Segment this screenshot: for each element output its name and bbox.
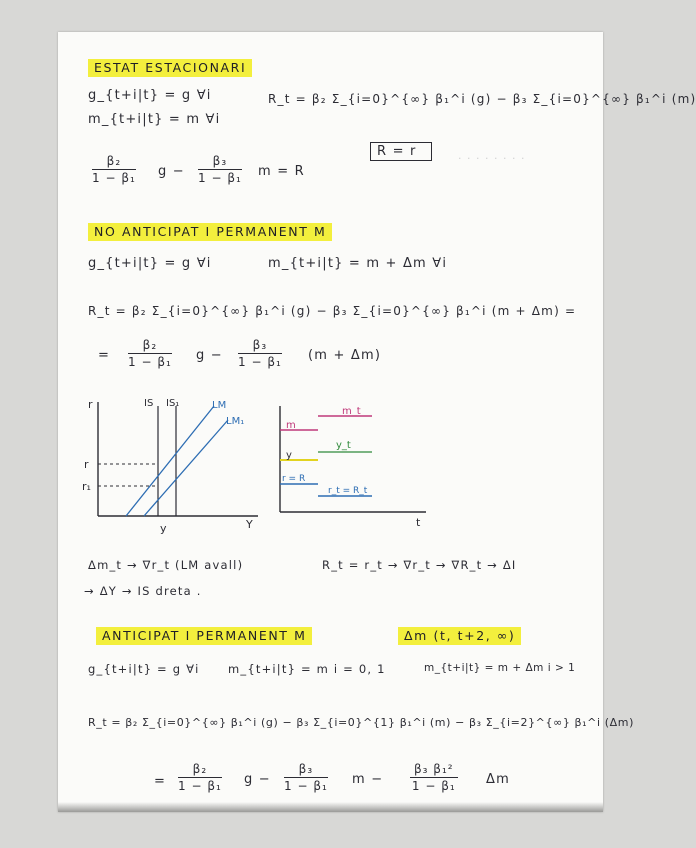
notebook-page <box>58 32 696 812</box>
s3-mid-3: Δm <box>486 772 510 787</box>
s2-fraction-1: β₂ 1 − β₁ <box>128 338 172 369</box>
bleed-through-text: · · · · · · · · <box>458 152 526 165</box>
yt-label: y_t <box>336 440 351 451</box>
s2-mid-1: g − <box>196 348 223 363</box>
y-level-label: y <box>160 522 167 535</box>
axis-t-label: t <box>416 516 421 529</box>
s2-equals: = <box>98 348 111 363</box>
m-label: m <box>286 420 296 431</box>
axis-r-label: r <box>88 398 93 411</box>
s2-g-expectation: g_{t+i|t} = g ∀i <box>88 256 212 271</box>
s3-m-expectation-2: m_{t+i|t} = m + Δm i > 1 <box>424 662 576 674</box>
rt-equals-Rt-label: r_t = R_t <box>328 486 368 496</box>
r1-level-label: r₁ <box>82 480 91 493</box>
section-title-anticipat: ANTICIPAT I PERMANENT M <box>96 628 312 643</box>
s3-fraction-1: β₂ 1 − β₁ <box>178 762 222 793</box>
time-path-graph <box>276 402 436 538</box>
s1-mid-1: g − <box>158 164 185 179</box>
r-equals-R-label: r = R <box>282 474 306 484</box>
section-3-delta-m: Δm (t, t+2, ∞) <box>398 628 521 643</box>
is-label: IS <box>144 398 154 409</box>
s2-explanation-3: → ΔY → IS dreta . <box>84 584 202 598</box>
s1-m-expectation: m_{t+i|t} = m ∀i <box>88 112 221 127</box>
s1-g-expectation: g_{t+i|t} = g ∀i <box>88 88 212 103</box>
s3-fraction-2: β₃ 1 − β₁ <box>284 762 328 793</box>
mt-label: m_t <box>342 406 361 417</box>
s3-mid-2: m − <box>352 772 384 787</box>
s2-explanation-2: R_t = r_t → ∇r_t → ∇R_t → ΔI <box>322 558 517 572</box>
s2-rt-equation: R_t = β₂ Σ_{i=0}^{∞} β₁^i (g) − β₃ Σ_{i=0}^{∞} β₁^i (m + Δm) = <box>88 304 577 318</box>
axis-y-label: Y <box>246 518 253 531</box>
s3-rt-equation: R_t = β₂ Σ_{i=0}^{∞} β₁^i (g) − β₃ Σ_{i=0}^{1} β₁^i (m) − β₃ Σ_{i=2}^{∞} β₁^i (Δm) <box>88 716 634 729</box>
s1-fraction-2: β₃ 1 − β₁ <box>198 154 242 185</box>
r-level-label: r <box>84 458 89 471</box>
s3-g-expectation: g_{t+i|t} = g ∀i <box>88 662 200 676</box>
s3-fraction-3: β₃ β₁² 1 − β₁ <box>411 762 456 793</box>
s1-mid-2: m = R <box>258 164 305 179</box>
s3-mid-1: g − <box>244 772 271 787</box>
section-title-estat-estacionari: ESTAT ESTACIONARI <box>88 60 252 75</box>
s3-equals: = <box>154 774 167 789</box>
s1-boxed-result: R = r <box>370 144 432 159</box>
s1-fraction-1: β₂ 1 − β₁ <box>92 154 136 185</box>
lm1-label: LM₁ <box>226 416 245 427</box>
s2-explanation-1: Δm_t → ∇r_t (LM avall) <box>88 558 244 572</box>
s1-rt-equation: R_t = β₂ Σ_{i=0}^{∞} β₁^i (g) − β₃ Σ_{i=0}^{∞} β₁^i (m) <box>268 92 696 106</box>
s2-fraction-2: β₃ 1 − β₁ <box>238 338 282 369</box>
is-lm-graph <box>82 398 266 538</box>
lm-label: LM <box>212 400 227 411</box>
section-title-no-anticipat: NO ANTICIPAT I PERMANENT M <box>88 224 332 239</box>
s2-m-expectation: m_{t+i|t} = m + Δm ∀i <box>268 256 448 271</box>
y-path-label: y <box>286 450 292 461</box>
page-bottom-edge <box>58 802 603 812</box>
s2-mid-2: (m + Δm) <box>308 348 382 363</box>
s3-m-expectation-1: m_{t+i|t} = m i = 0, 1 <box>228 662 386 676</box>
is1-label: IS₁ <box>166 398 180 409</box>
